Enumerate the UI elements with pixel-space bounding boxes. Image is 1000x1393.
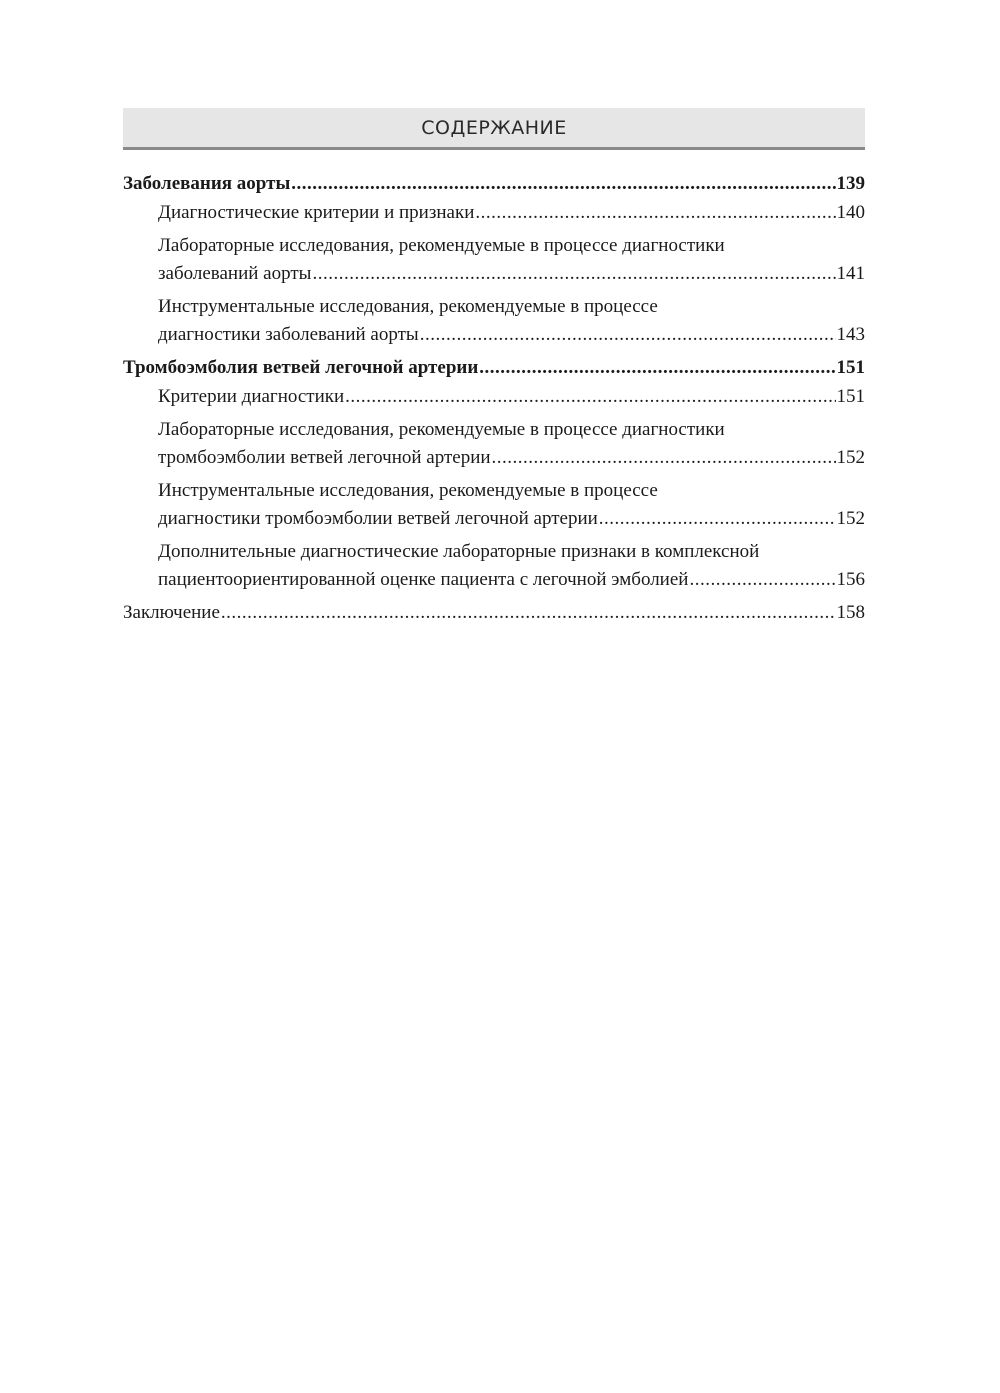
- contents-header-bar: [123, 108, 865, 150]
- dot-leader: [345, 383, 835, 411]
- document-page: [123, 108, 865, 628]
- toc-entry-lab-tests-aorta[interactable]: [123, 232, 865, 287]
- dot-leader: [599, 505, 836, 533]
- toc-page-number: 139: [836, 173, 865, 194]
- toc-entry-title-line-1: Инструментальные исследования, рекомендуемые в процессе: [158, 480, 658, 501]
- toc-page-number: 156: [836, 568, 865, 590]
- toc-entry-title-line-1: Дополнительные диагностические лабораторные признаки в комплексной: [158, 541, 760, 562]
- dot-leader: [479, 354, 835, 382]
- toc-entry-title: Заключение: [123, 602, 220, 623]
- dot-leader: [420, 321, 836, 349]
- toc-entry-title-line-2: тромбоэмболии ветвей легочной артерии: [158, 446, 491, 468]
- toc-entry-pulmonary-embolism[interactable]: [123, 354, 865, 382]
- table-of-contents: [123, 170, 865, 627]
- toc-page-number: 151: [836, 385, 865, 407]
- toc-entry-instrumental-tests-aorta[interactable]: [123, 293, 865, 348]
- dot-leader: [221, 599, 836, 627]
- toc-entry-diagnostic-criteria[interactable]: [123, 199, 865, 227]
- toc-entry-title-line-1: Лабораторные исследования, рекомендуемые в процессе диагностики: [158, 419, 725, 440]
- toc-entry-additional-lab-signs[interactable]: [123, 538, 865, 593]
- toc-entry-aorta-diseases[interactable]: [123, 170, 865, 198]
- dot-leader: [312, 260, 835, 288]
- toc-page-number: 141: [836, 262, 865, 284]
- toc-entry-diagnosis-criteria[interactable]: [123, 383, 865, 411]
- toc-entry-title: Заболевания аорты: [123, 173, 291, 194]
- toc-entry-title-line-2: заболеваний аорты: [158, 262, 312, 284]
- dot-leader: [689, 566, 835, 594]
- toc-entry-conclusion[interactable]: [123, 599, 865, 627]
- toc-entry-lab-tests-pe[interactable]: [123, 416, 865, 471]
- toc-entry-title: Тромбоэмболия ветвей легочной артерии: [123, 357, 479, 378]
- toc-page-number: 152: [836, 446, 865, 468]
- toc-entry-instrumental-tests-pe[interactable]: [123, 477, 865, 532]
- contents-title: СОДЕРЖАНИЕ: [421, 116, 567, 139]
- toc-page-number: 143: [836, 323, 865, 345]
- toc-entry-title: Критерии диагностики: [158, 385, 345, 407]
- toc-entry-title-line-2: диагностики заболеваний аорты: [158, 323, 419, 345]
- toc-page-number: 140: [836, 201, 865, 223]
- toc-entry-title-line-2: диагностики тромбоэмболии ветвей легочной артерии: [158, 507, 598, 529]
- toc-entry-title-line-1: Лабораторные исследования, рекомендуемые в процессе диагностики: [158, 235, 725, 256]
- dot-leader: [492, 444, 836, 472]
- toc-page-number: 158: [836, 602, 865, 623]
- toc-page-number: 152: [836, 507, 865, 529]
- dot-leader: [475, 199, 835, 227]
- dot-leader: [291, 170, 835, 198]
- toc-entry-title-line-2: пациентоориентированной оценке пациента с легочной эмболией: [158, 568, 689, 590]
- toc-entry-title-line-1: Инструментальные исследования, рекомендуемые в процессе: [158, 296, 658, 317]
- toc-page-number: 151: [836, 357, 865, 378]
- toc-entry-title: Диагностические критерии и признаки: [158, 201, 475, 223]
